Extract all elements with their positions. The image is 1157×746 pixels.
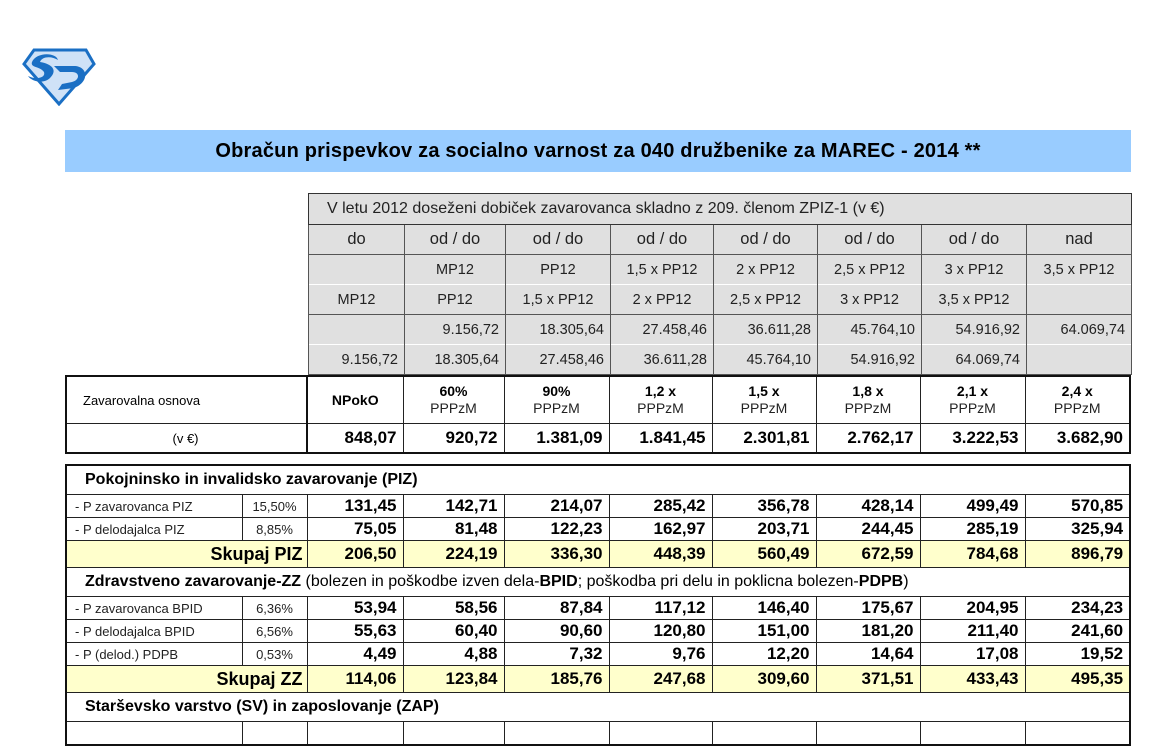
row-value — [816, 722, 920, 746]
total-row-zz — [66, 666, 1130, 693]
base-factor: 1,8 x — [852, 383, 884, 399]
amount-from: 27.458,46 — [611, 315, 714, 345]
row-value: 117,12 — [609, 597, 712, 620]
table-row — [66, 643, 1130, 666]
total-value: 433,43 — [920, 666, 1025, 693]
row-value: 142,71 — [403, 495, 504, 518]
base-amount: 3.222,53 — [920, 424, 1025, 454]
row-value: 285,19 — [920, 518, 1025, 541]
range-from — [309, 255, 405, 285]
zz-title-part: ) — [903, 573, 909, 590]
section-title-piz: Pokojninsko in invalidsko zavarovanje (PIZ) — [66, 465, 1130, 495]
row-value: 19,52 — [1025, 643, 1130, 666]
base-unit: PPPzM — [740, 400, 788, 416]
amount-to: 18.305,64 — [405, 345, 506, 375]
base-factor: 90% — [542, 383, 571, 399]
range-header: od / do — [611, 225, 714, 255]
row-value: 211,40 — [920, 620, 1025, 643]
range-from: 1,5 x PP12 — [611, 255, 714, 285]
amount-from: 36.611,28 — [714, 315, 818, 345]
amount-from: 64.069,74 — [1027, 315, 1132, 345]
total-value: 309,60 — [712, 666, 816, 693]
row-value — [920, 722, 1025, 746]
zz-title-bold: Zdravstveno zavarovanje-ZZ — [85, 573, 302, 590]
total-value: 560,49 — [712, 541, 816, 568]
range-header: od / do — [922, 225, 1027, 255]
total-value: 336,30 — [504, 541, 609, 568]
row-value: 58,56 — [403, 597, 504, 620]
section-title-sv: Starševsko varstvo (SV) in zaposlovanje (ZAP) — [66, 693, 1130, 722]
row-value: 325,94 — [1025, 518, 1130, 541]
row-value — [1025, 722, 1130, 746]
base-factor: 60% — [439, 383, 468, 399]
row-name — [66, 722, 242, 746]
row-value: 12,20 — [712, 643, 816, 666]
total-value: 224,19 — [403, 541, 504, 568]
contributions-table — [65, 464, 1131, 746]
base-amount: 2.301,81 — [712, 424, 816, 454]
row-value: 131,45 — [307, 495, 403, 518]
section-header-zz — [66, 568, 1130, 597]
total-value: 672,59 — [816, 541, 920, 568]
total-value: 784,68 — [920, 541, 1025, 568]
amount-from: 54.916,92 — [922, 315, 1027, 345]
row-value: 151,00 — [712, 620, 816, 643]
base-amount: 1.381,09 — [504, 424, 609, 454]
range-from: MP12 — [405, 255, 506, 285]
row-value — [307, 722, 403, 746]
range-to: 1,5 x PP12 — [506, 285, 611, 315]
zz-title-part: ; poškodba pri delu in poklicna bolezen- — [577, 573, 859, 590]
row-name: - P delodajalca PIZ — [66, 518, 242, 541]
total-value: 247,68 — [609, 666, 712, 693]
row-value: 234,23 — [1025, 597, 1130, 620]
page-title-banner — [65, 130, 1131, 172]
row-value: 285,42 — [609, 495, 712, 518]
row-value: 181,20 — [816, 620, 920, 643]
base-unit-label: (v €) — [66, 424, 307, 454]
base-amount: 848,07 — [307, 424, 403, 454]
row-name: - P zavarovanca PIZ — [66, 495, 242, 518]
range-header: od / do — [714, 225, 818, 255]
row-value: 570,85 — [1025, 495, 1130, 518]
amount-to — [1027, 345, 1132, 375]
range-to — [1027, 285, 1132, 315]
row-value: 17,08 — [920, 643, 1025, 666]
total-value: 206,50 — [307, 541, 403, 568]
row-value: 356,78 — [712, 495, 816, 518]
row-value: 87,84 — [504, 597, 609, 620]
range-to: 3 x PP12 — [818, 285, 922, 315]
row-value: 122,23 — [504, 518, 609, 541]
row-rate: 0,53% — [242, 643, 307, 666]
row-value: 146,40 — [712, 597, 816, 620]
income-table-caption: V letu 2012 doseženi dobiček zavarovanca skladno z 209. členom ZPIZ-1 (v €) — [309, 194, 1132, 225]
amount-from: 9.156,72 — [405, 315, 506, 345]
base-amount: 1.841,45 — [609, 424, 712, 454]
table-row — [66, 495, 1130, 518]
row-value: 120,80 — [609, 620, 712, 643]
row-value: 428,14 — [816, 495, 920, 518]
page-title: Obračun prispevkov za socialno varnost za 040 družbenike za MAREC - 2014 ** — [215, 139, 981, 162]
base-amount: 2.762,17 — [816, 424, 920, 454]
row-rate: 6,56% — [242, 620, 307, 643]
amount-to: 64.069,74 — [922, 345, 1027, 375]
range-header: od / do — [818, 225, 922, 255]
section-title-zz — [66, 568, 1130, 597]
row-value: 204,95 — [920, 597, 1025, 620]
row-value: 244,45 — [816, 518, 920, 541]
range-from: 2 x PP12 — [714, 255, 818, 285]
section-header-piz — [66, 465, 1130, 495]
row-value: 81,48 — [403, 518, 504, 541]
table-row — [66, 597, 1130, 620]
row-value: 14,64 — [816, 643, 920, 666]
base-label: Zavarovalna osnova — [66, 376, 307, 424]
zz-title-part: (bolezen in poškodbe izven dela- — [301, 573, 540, 590]
range-header: nad — [1027, 225, 1132, 255]
total-value: 448,39 — [609, 541, 712, 568]
base-factor-cell — [920, 376, 1025, 424]
zz-title-pdpb: PDPB — [858, 573, 904, 590]
row-value — [712, 722, 816, 746]
table-row — [66, 722, 1130, 746]
total-value: 896,79 — [1025, 541, 1130, 568]
range-from: 2,5 x PP12 — [818, 255, 922, 285]
total-value: 371,51 — [816, 666, 920, 693]
row-value: 203,71 — [712, 518, 816, 541]
base-factor-cell — [307, 376, 403, 424]
row-name: - P delodajalca BPID — [66, 620, 242, 643]
base-factor-cell — [504, 376, 609, 424]
base-factor-cell — [403, 376, 504, 424]
total-value: 185,76 — [504, 666, 609, 693]
row-value: 53,94 — [307, 597, 403, 620]
range-from: PP12 — [506, 255, 611, 285]
range-header: od / do — [506, 225, 611, 255]
total-value: 123,84 — [403, 666, 504, 693]
company-logo — [22, 48, 96, 106]
amount-from: 45.764,10 — [818, 315, 922, 345]
row-value: 55,63 — [307, 620, 403, 643]
base-amount: 3.682,90 — [1025, 424, 1130, 454]
row-value: 4,49 — [307, 643, 403, 666]
table-row — [66, 620, 1130, 643]
row-value: 175,67 — [816, 597, 920, 620]
total-row-piz — [66, 541, 1130, 568]
row-value: 75,05 — [307, 518, 403, 541]
row-value: 241,60 — [1025, 620, 1130, 643]
base-unit: PPPzM — [533, 400, 580, 416]
amount-to: 27.458,46 — [506, 345, 611, 375]
row-name: - P (delod.) PDPB — [66, 643, 242, 666]
base-factor-cell — [609, 376, 712, 424]
row-value: 90,60 — [504, 620, 609, 643]
total-value: 114,06 — [307, 666, 403, 693]
base-unit: PPPzM — [1053, 400, 1101, 416]
row-value — [403, 722, 504, 746]
range-to: 3,5 x PP12 — [922, 285, 1027, 315]
range-header: od / do — [405, 225, 506, 255]
base-unit: PPPzM — [637, 400, 684, 416]
base-factor-cell — [712, 376, 816, 424]
base-factor-cell — [816, 376, 920, 424]
range-from: 3 x PP12 — [922, 255, 1027, 285]
row-name: - P zavarovanca BPID — [66, 597, 242, 620]
row-value: 499,49 — [920, 495, 1025, 518]
base-unit: PPPzM — [949, 400, 996, 416]
range-to: PP12 — [405, 285, 506, 315]
base-unit: PPPzM — [430, 400, 477, 416]
base-factor: NPokO — [331, 391, 379, 408]
amount-to: 9.156,72 — [309, 345, 405, 375]
total-value: 495,35 — [1025, 666, 1130, 693]
row-rate: 15,50% — [242, 495, 307, 518]
insurance-base-table — [65, 375, 1131, 454]
range-to: MP12 — [309, 285, 405, 315]
income-range-table — [308, 193, 1132, 375]
base-unit: PPPzM — [844, 400, 892, 416]
row-value — [609, 722, 712, 746]
range-from: 3,5 x PP12 — [1027, 255, 1132, 285]
row-value: 9,76 — [609, 643, 712, 666]
row-value: 214,07 — [504, 495, 609, 518]
row-value: 7,32 — [504, 643, 609, 666]
amount-from — [309, 315, 405, 345]
base-factor-cell — [1025, 376, 1130, 424]
amount-to: 36.611,28 — [611, 345, 714, 375]
base-factor: 1,5 x — [748, 383, 780, 399]
zz-title-bpid: BPID — [539, 573, 578, 590]
section-header-sv — [66, 693, 1130, 722]
base-factor: 2,1 x — [956, 383, 989, 399]
range-to: 2,5 x PP12 — [714, 285, 818, 315]
row-rate: 6,36% — [242, 597, 307, 620]
table-row — [66, 518, 1130, 541]
base-amount: 920,72 — [403, 424, 504, 454]
row-value: 4,88 — [403, 643, 504, 666]
row-value: 60,40 — [403, 620, 504, 643]
amount-to: 45.764,10 — [714, 345, 818, 375]
amount-to: 54.916,92 — [818, 345, 922, 375]
total-label: Skupaj PIZ — [66, 541, 307, 568]
base-factor: 2,4 x — [1061, 383, 1093, 399]
total-label: Skupaj ZZ — [66, 666, 307, 693]
row-rate: 8,85% — [242, 518, 307, 541]
row-value: 162,97 — [609, 518, 712, 541]
range-header: do — [309, 225, 405, 255]
base-factor: 1,2 x — [644, 383, 677, 399]
sd-shield-logo-icon — [22, 48, 96, 106]
amount-from: 18.305,64 — [506, 315, 611, 345]
range-to: 2 x PP12 — [611, 285, 714, 315]
row-rate — [242, 722, 307, 746]
row-value — [504, 722, 609, 746]
